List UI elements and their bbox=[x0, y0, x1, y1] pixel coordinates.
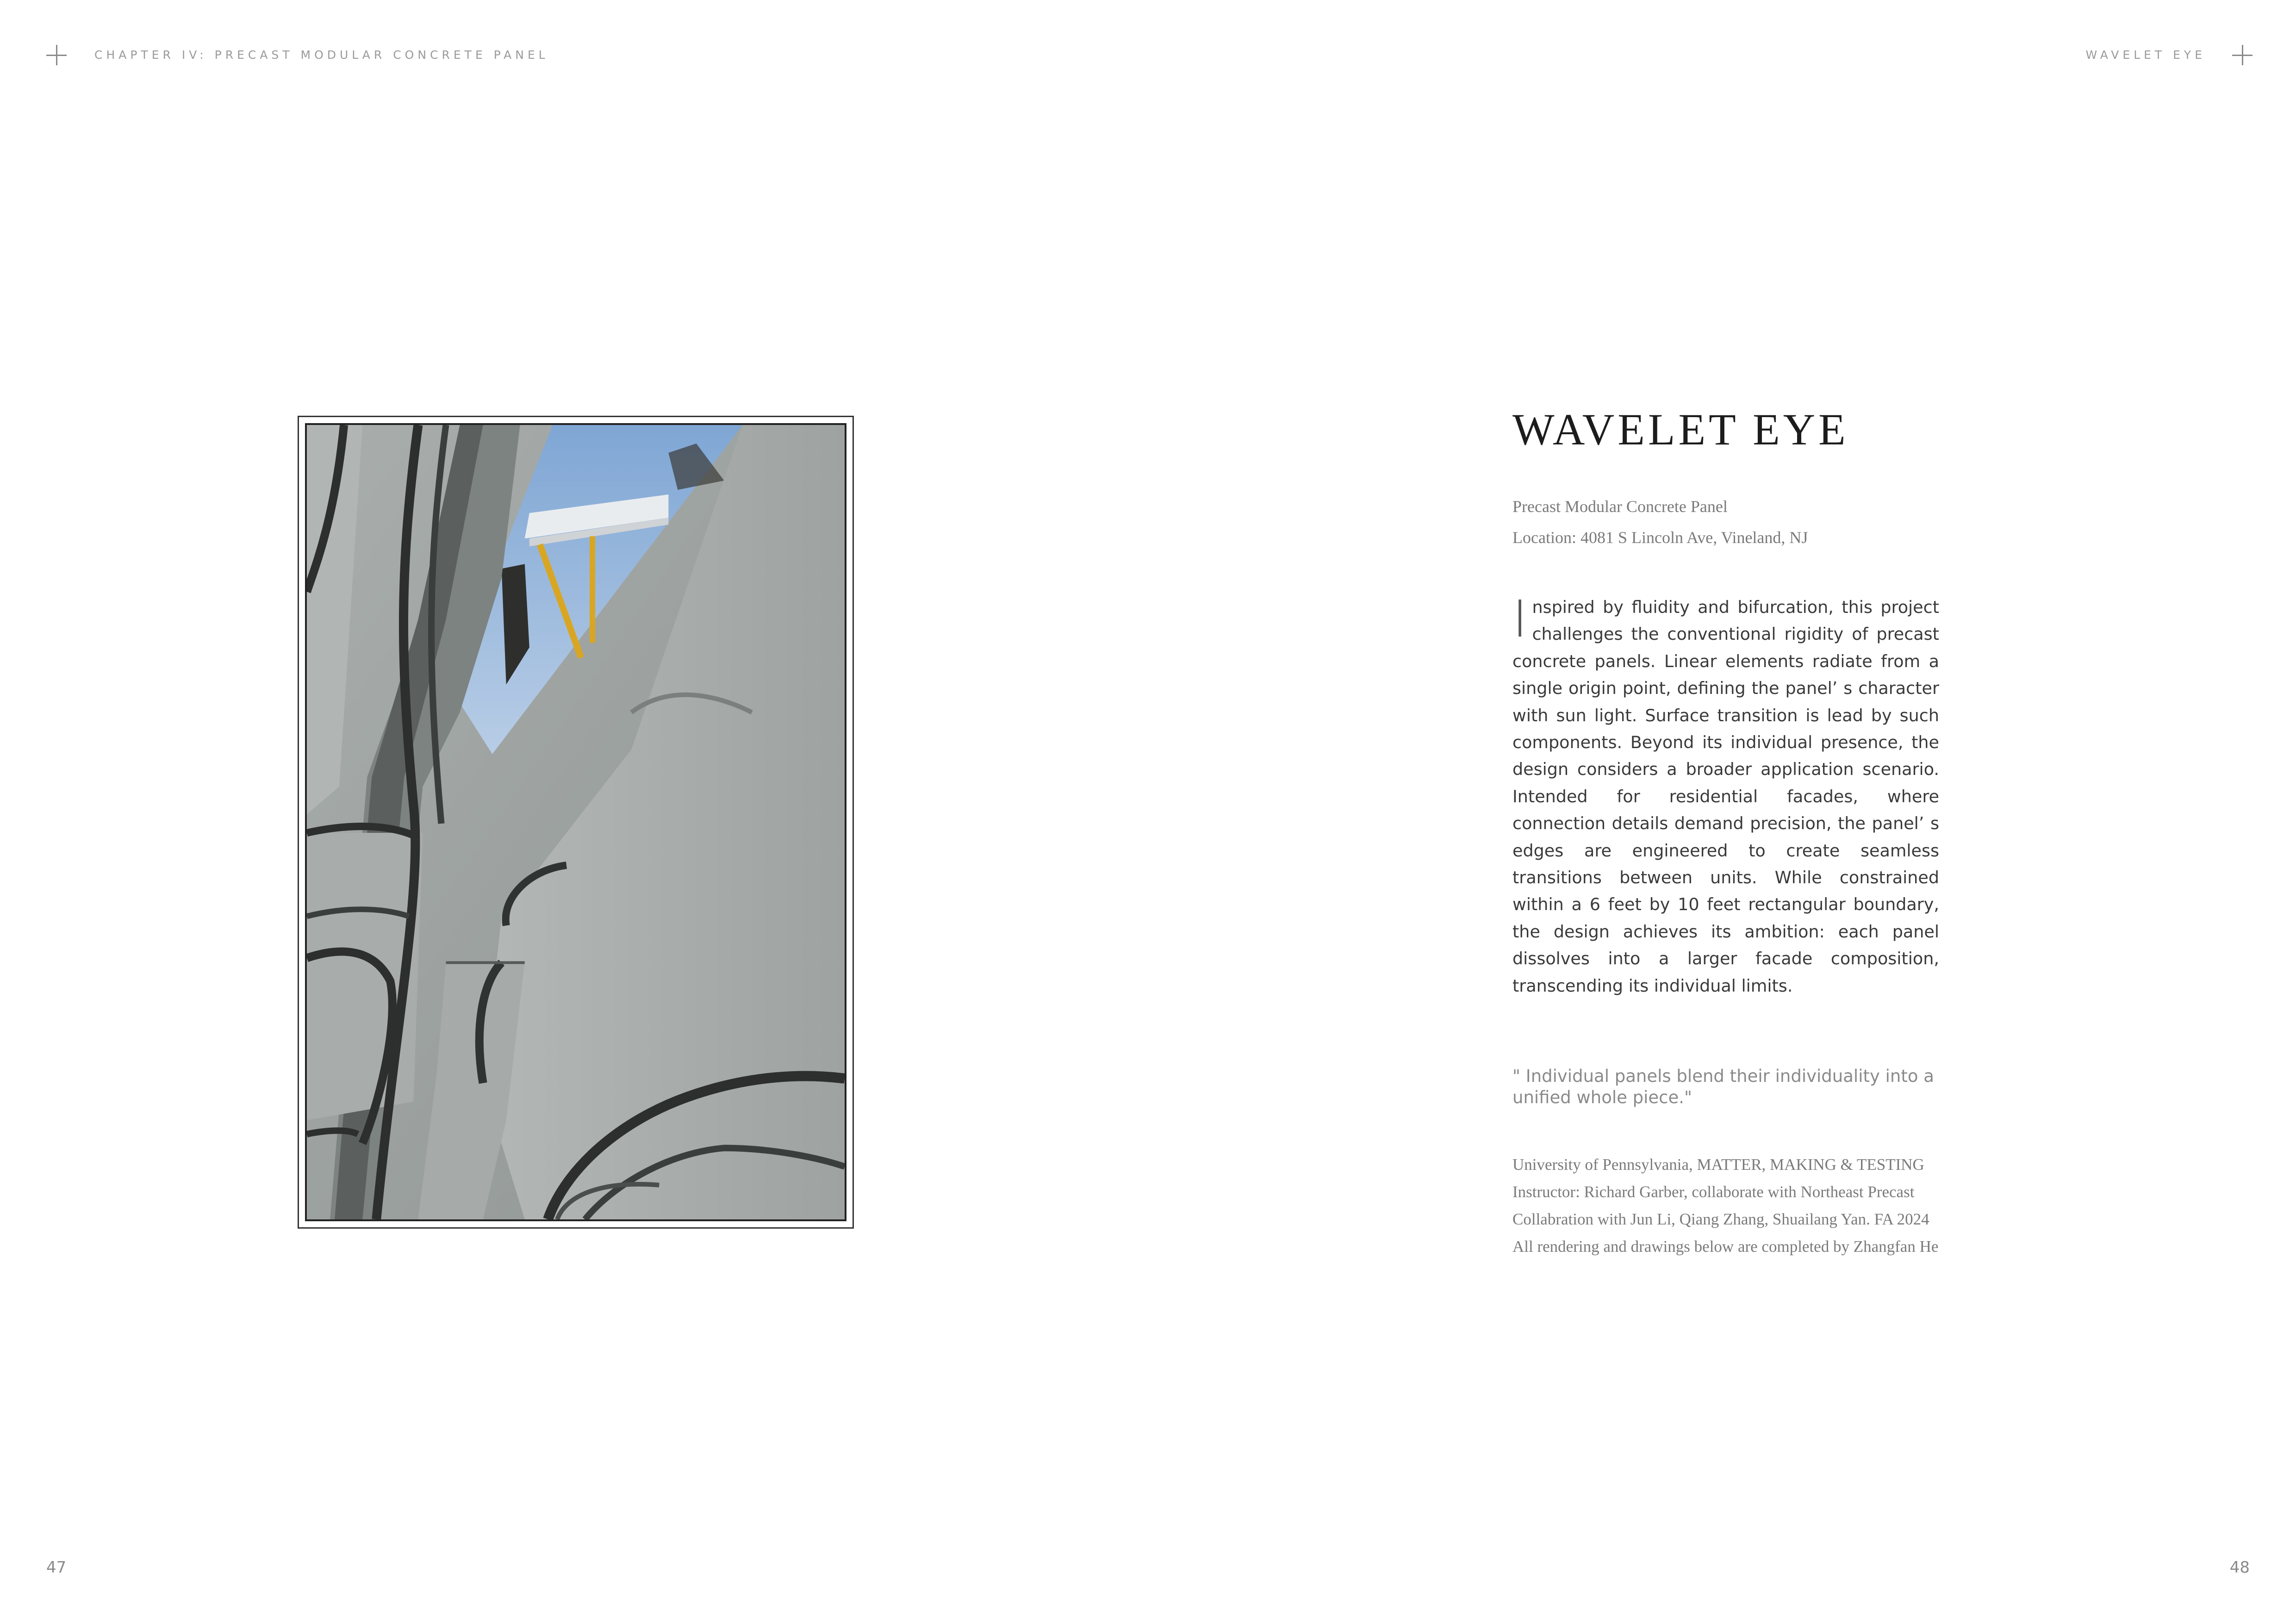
running-head-title: WAVELET EYE bbox=[2085, 48, 2206, 62]
credit-line: Instructor: Richard Garber, collaborate with Northeast Precast bbox=[1512, 1183, 1915, 1201]
drop-cap: I bbox=[1512, 589, 1528, 649]
pull-quote: " Individual panels blend their individuality into a unified whole piece." bbox=[1512, 1066, 1934, 1107]
photo-frame bbox=[298, 416, 854, 1229]
project-subtitle: Precast Modular Concrete Panel bbox=[1512, 497, 1728, 516]
page-number-right: 48 bbox=[2229, 1558, 2250, 1577]
description-text: nspired by fluidity and bifurcation, this project challenges the conventional rigidity of precast concrete panels. Linear elements radiate from a single origin point, defining the panel’ s character with sun light. Surface transition is lead by such components. Beyond its individual presence, the design considers a broader application scenario. Intended for residential facades, where connection details demand precision, the panel’ s edges are engineered to create seamless transitions between units. While constrained within a 6 feet by 10 feet rectangular boundary, the design achieves its ambition: each panel dissolves into a larger facade composition, transcending its individual limits. bbox=[1512, 597, 1939, 996]
plus-icon bbox=[46, 45, 67, 65]
project-title: WAVELET EYE bbox=[1512, 405, 1849, 454]
page-number-left: 47 bbox=[46, 1558, 67, 1577]
running-head-chapter: CHAPTER IV: PRECAST MODULAR CONCRETE PANEL bbox=[94, 48, 549, 62]
credit-line: All rendering and drawings below are completed by Zhangfan He bbox=[1512, 1237, 1939, 1255]
plus-icon bbox=[2232, 45, 2252, 65]
project-description bbox=[1512, 589, 1939, 999]
credit-line: University of Pennsylvania, MATTER, MAKING & TESTING bbox=[1512, 1156, 1924, 1174]
credits bbox=[1512, 1151, 1938, 1260]
concrete-panel-photo bbox=[305, 423, 846, 1221]
credit-line: Collabration with Jun Li, Qiang Zhang, Shuailang Yan. FA 2024 bbox=[1512, 1210, 1929, 1228]
project-location: Location: 4081 S Lincoln Ave, Vineland, NJ bbox=[1512, 528, 1808, 547]
